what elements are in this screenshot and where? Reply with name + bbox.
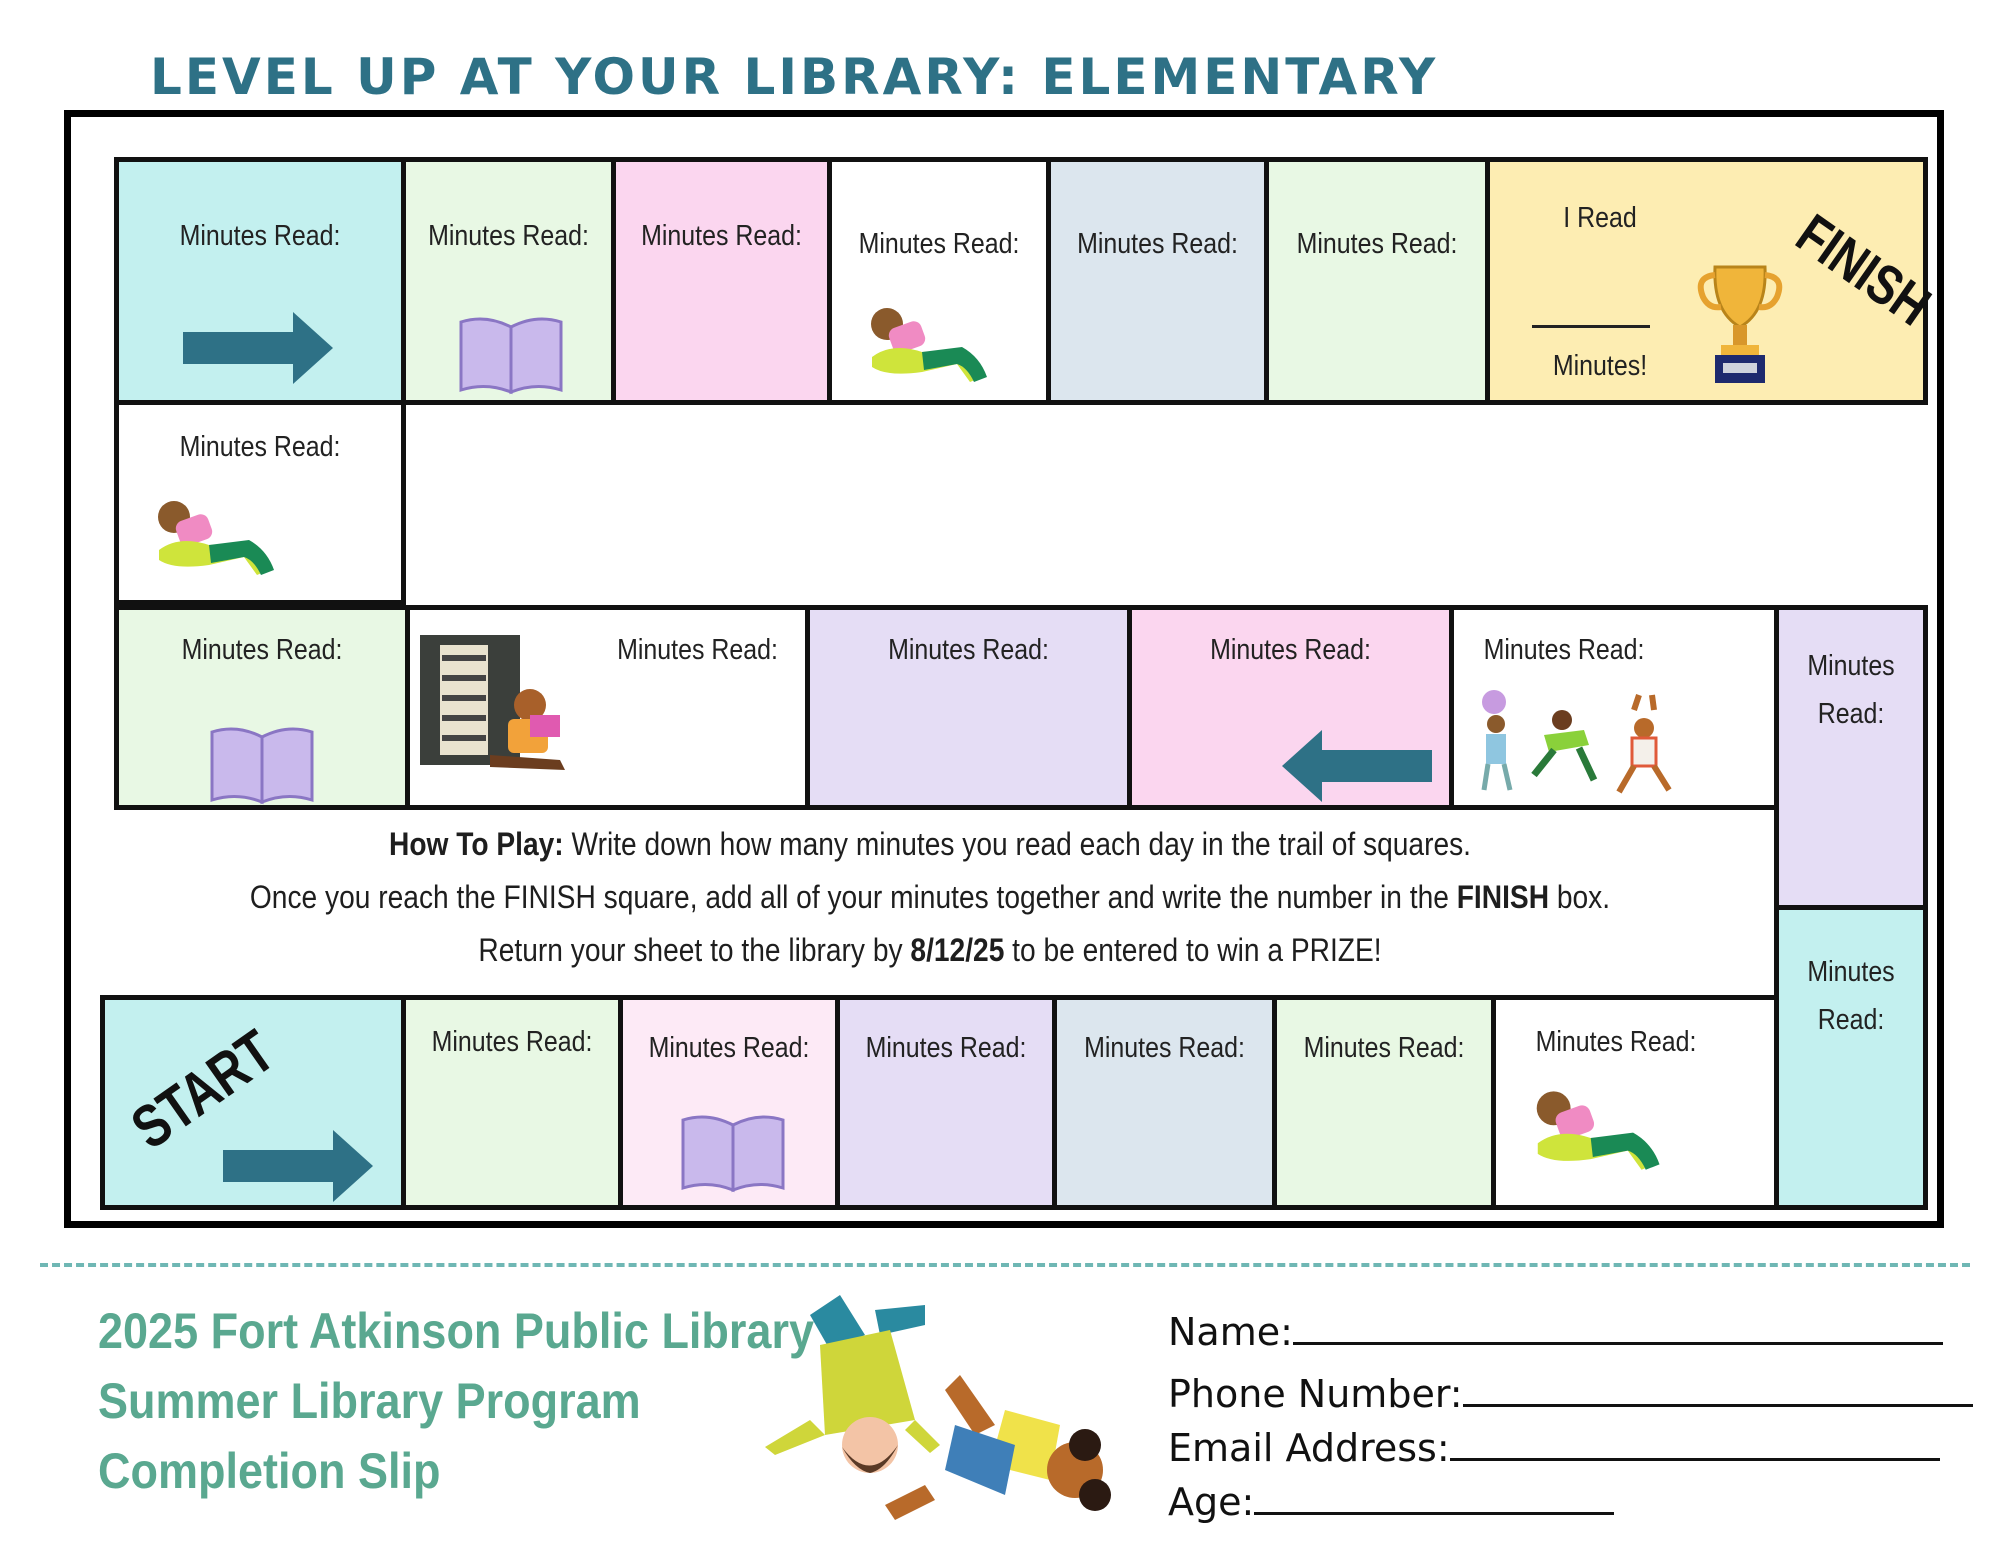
child-reading-illustration [1526, 1085, 1666, 1175]
finish-square[interactable] [1485, 157, 1942, 405]
square-mid-3[interactable] [805, 605, 1132, 810]
square-right-upper[interactable] [1774, 605, 1928, 910]
start-square[interactable] [100, 995, 406, 1210]
square-label: Minutes Read: [1077, 228, 1238, 260]
square-mid-5[interactable] [1449, 605, 1779, 810]
tumbling-kids-illustration [765, 1295, 1135, 1525]
how-to-text-3-pre: Return your sheet to the library by [478, 932, 903, 968]
phone-field[interactable] [1168, 1372, 1973, 1416]
square-label: Minutes Read: [858, 228, 1020, 260]
square-bottom-7[interactable] [1491, 995, 1779, 1210]
email-label: Email Address: [1168, 1426, 1450, 1470]
square-top-3[interactable] [611, 157, 832, 405]
square-label: Minutes Read: [648, 1032, 810, 1064]
square-left-connector[interactable] [114, 400, 406, 605]
square-label: Minutes Read: [1210, 634, 1371, 666]
how-to-bold: How To Play: [388, 826, 564, 862]
finish-read-label: I Read [1563, 202, 1637, 234]
how-to-line-2 [200, 879, 1661, 916]
start-stamp: START [119, 1017, 287, 1162]
how-to-deadline: 8/12/25 [910, 932, 1005, 968]
square-bottom-3[interactable] [618, 995, 840, 1210]
finish-stamp: FINISH [1785, 201, 1942, 338]
square-label: Minutes Read: [1296, 228, 1458, 260]
how-to-line-3 [200, 932, 1661, 969]
name-field[interactable] [1168, 1310, 1943, 1354]
square-top-5[interactable] [1046, 157, 1269, 405]
square-label-line1: Minutes [1807, 956, 1895, 988]
open-book-icon [678, 1110, 788, 1195]
how-to-text-1: Write down how many minutes you read each day in the trail of squares. [571, 826, 1472, 862]
phone-input-line[interactable] [1463, 1398, 1973, 1407]
square-label: Minutes Read: [181, 634, 343, 666]
how-to-text-2-bold: FINISH [1456, 879, 1550, 915]
square-label: Minutes Read: [617, 634, 778, 666]
age-label: Age: [1168, 1480, 1255, 1524]
trophy-icon [1695, 257, 1785, 387]
square-top-2[interactable] [401, 157, 616, 405]
square-mid-2[interactable] [405, 605, 810, 810]
square-label: Minutes Read: [431, 1026, 593, 1058]
open-book-icon [456, 312, 566, 397]
square-bottom-5[interactable] [1052, 995, 1277, 1210]
finish-minutes-line [1532, 325, 1650, 328]
finish-minutes-label: Minutes! [1552, 350, 1648, 382]
name-input-line[interactable] [1293, 1336, 1943, 1345]
square-bottom-2[interactable] [401, 995, 623, 1210]
square-label-line2: Read: [1817, 1004, 1885, 1036]
how-to-line-1 [200, 826, 1661, 863]
children-playing-illustration [1474, 690, 1694, 800]
child-reading-illustration [862, 302, 992, 387]
cut-line [40, 1263, 1970, 1267]
square-label: Minutes Read: [865, 1032, 1027, 1064]
how-to-text-3-post: to be entered to win a PRIZE! [1012, 932, 1382, 968]
age-field[interactable] [1168, 1480, 1614, 1524]
square-mid-4[interactable] [1127, 605, 1454, 810]
child-reading-illustration [149, 495, 279, 580]
square-top-4[interactable] [827, 157, 1051, 405]
square-top-6[interactable] [1264, 157, 1490, 405]
slip-title-line-3: Completion Slip [98, 1443, 441, 1499]
email-field[interactable] [1168, 1426, 1940, 1470]
square-right-lower[interactable] [1774, 905, 1928, 1210]
age-input-line[interactable] [1254, 1506, 1614, 1515]
square-label: Minutes Read: [1535, 1026, 1697, 1058]
square-label: Minutes Read: [888, 634, 1049, 666]
square-top-1[interactable] [114, 157, 406, 405]
square-label: Minutes Read: [179, 220, 341, 252]
square-label: Minutes Read: [641, 220, 802, 252]
open-book-icon [207, 722, 317, 807]
phone-label: Phone Number: [1168, 1372, 1463, 1416]
slip-title-line-1: 2025 Fort Atkinson Public Library [98, 1303, 815, 1359]
square-label-line2: Read: [1817, 698, 1885, 730]
page-title: LEVEL UP AT YOUR LIBRARY: ELEMENTARY [150, 48, 1439, 106]
slip-title-line-2: Summer Library Program [98, 1373, 641, 1429]
right-arrow-icon [183, 312, 333, 384]
square-label-line1: Minutes [1807, 650, 1895, 682]
square-label: Minutes Read: [1303, 1032, 1465, 1064]
right-arrow-icon [223, 1130, 373, 1202]
square-label: Minutes Read: [1483, 634, 1645, 666]
child-reading-bookshelf-illustration [420, 635, 570, 785]
square-label: Minutes Read: [179, 431, 341, 463]
left-arrow-icon [1282, 730, 1432, 802]
square-label: Minutes Read: [1084, 1032, 1245, 1064]
square-label: Minutes Read: [428, 220, 589, 252]
how-to-text-2-pre: Once you reach the FINISH square, add all of your minutes together and write the number in the [249, 879, 1449, 915]
name-label: Name: [1168, 1310, 1293, 1354]
square-bottom-4[interactable] [835, 995, 1057, 1210]
square-bottom-6[interactable] [1272, 995, 1496, 1210]
email-input-line[interactable] [1450, 1452, 1940, 1461]
square-mid-1[interactable] [114, 605, 410, 810]
how-to-text-2-post: box. [1556, 879, 1611, 915]
